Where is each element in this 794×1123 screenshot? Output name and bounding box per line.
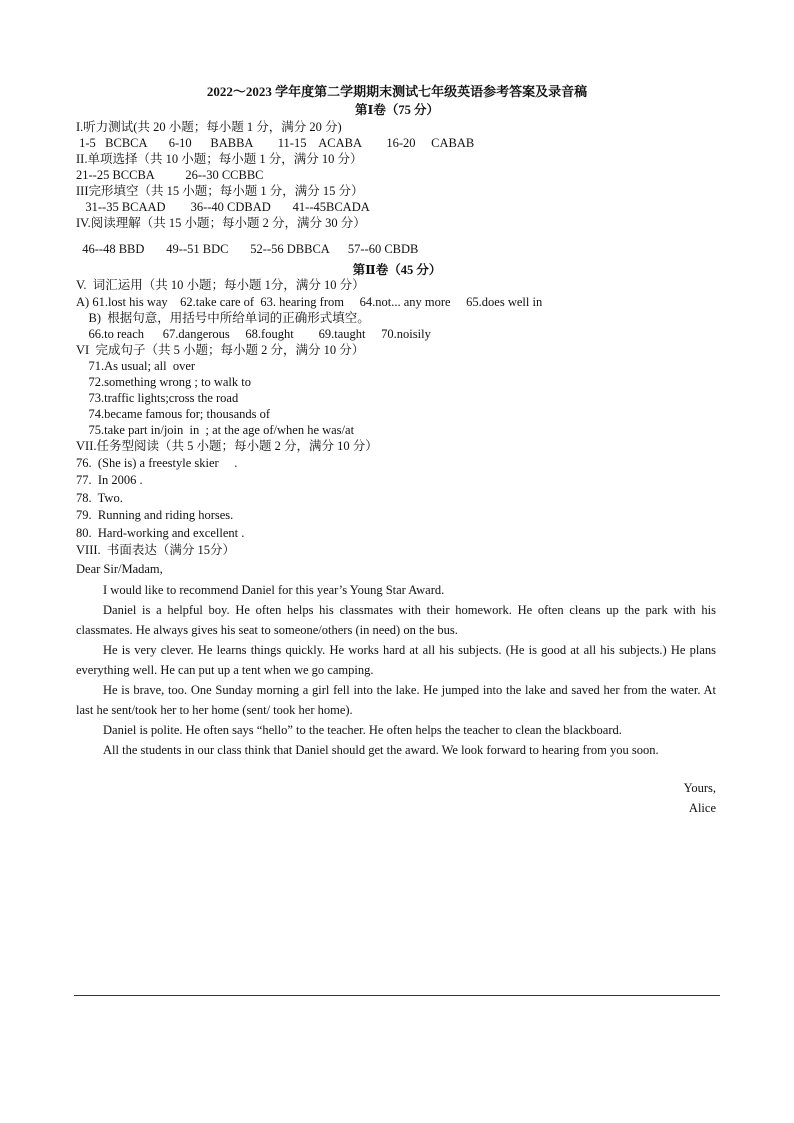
letter-paragraph: He is brave, too. One Sunday morning a girl fell into the lake. He jumped into the lake and saved her from the water. At last he sent/took her to her home (sent/ took her home). bbox=[76, 683, 716, 717]
task-item: 80. Hard-working and excellent . bbox=[76, 526, 245, 540]
letter-paragraph: Daniel is a helpful boy. He often helps his classmates with their homework. He often cleans up the park with his classmates. He always gives his seat to someone/others (in need) on the bus. bbox=[76, 603, 716, 637]
section-vocab-b-title: B) 根据句意，用括号中所给单词的正确形式填空。 bbox=[76, 311, 370, 325]
letter-paragraph: I would like to recommend Daniel for this year’s Young Star Award. bbox=[103, 583, 445, 597]
sentence-item: 72.something wrong ; to walk to bbox=[76, 375, 251, 389]
task-item: 77. In 2006 . bbox=[76, 473, 143, 487]
section-reading-title: IV.阅读理解（共 15 小题；每小题 2 分，满分 30 分） bbox=[76, 216, 366, 230]
section-sentences-title: VI 完成句子（共 5 小题；每小题 2 分，满分 10 分） bbox=[76, 343, 365, 357]
letter-signature: Alice bbox=[688, 801, 716, 815]
section-listening-answers: 1-5 BCBCA 6-10 BABBA 11-15 ACABA 16-20 CABAB bbox=[76, 136, 475, 150]
section-cloze-answers: 31--35 BCAAD 36--40 CDBAD 41--45BCADA bbox=[76, 200, 370, 214]
part1-heading: 第Ⅰ卷（75 分） bbox=[355, 103, 439, 117]
letter-closing: Yours, bbox=[683, 781, 716, 795]
section-listening-title: I.听力测试(共 20 小题；每小题 1 分，满分 20 分) bbox=[76, 120, 342, 134]
letter-paragraph: He is very clever. He learns things quickly. He works hard at all his subjects. (He is good at all his subjects.) He plans everything well. He can put up a tent when we go camping. bbox=[76, 643, 716, 677]
section-vocab-a: A) 61.lost his way 62.take care of 63. hearing from 64.not... any more 65.does well in bbox=[76, 295, 543, 309]
task-item: 79. Running and riding horses. bbox=[76, 508, 234, 522]
letter-paragraph: Daniel is polite. He often says “hello” to the teacher. He often helps the teacher to clean the blackboard. bbox=[103, 723, 622, 737]
section-cloze-title: III完形填空（共 15 小题；每小题 1 分，满分 15 分） bbox=[76, 184, 364, 198]
letter-greeting: Dear Sir/Madam, bbox=[76, 562, 163, 576]
sentence-item: 74.became famous for; thousands of bbox=[76, 407, 271, 421]
task-item: 78. Two. bbox=[76, 491, 123, 505]
section-choice-title: II.单项选择（共 10 小题；每小题 1 分，满分 10 分） bbox=[76, 152, 363, 166]
sentence-item: 71.As usual; all over bbox=[76, 359, 196, 373]
sentence-item: 73.traffic lights;cross the road bbox=[76, 391, 239, 405]
section-choice-answers: 21--25 BCCBA 26--30 CCBBC bbox=[76, 168, 264, 182]
letter-paragraph: All the students in our class think that Daniel should get the award. We look forward to hearing from you soon. bbox=[103, 743, 659, 757]
sentence-item: 75.take part in/join in ; at the age of/when he was/at bbox=[76, 423, 355, 437]
document-title: 2022～2023 学年度第二学期期末测试七年级英语参考答案及录音稿 bbox=[206, 84, 588, 99]
footer-divider bbox=[74, 995, 720, 996]
section-vocab-title: V. 词汇运用（共 10 小题；每小题 1分，满分 10 分） bbox=[76, 278, 365, 292]
section-writing-title: VIII. 书面表达（满分 15分） bbox=[76, 543, 236, 557]
section-reading-answers: 46--48 BBD 49--51 BDC 52--56 DBBCA 57--60 CBDB bbox=[76, 242, 419, 256]
part2-heading: 第Ⅱ卷（45 分） bbox=[352, 263, 442, 277]
section-vocab-b: 66.to reach 67.dangerous 68.fought 69.taught 70.noisily bbox=[76, 327, 431, 341]
section-task-title: VII.任务型阅读（共 5 小题；每小题 2 分，满分 10 分） bbox=[76, 439, 378, 453]
task-item: 76. (She is) a freestyle skier . bbox=[76, 456, 238, 470]
